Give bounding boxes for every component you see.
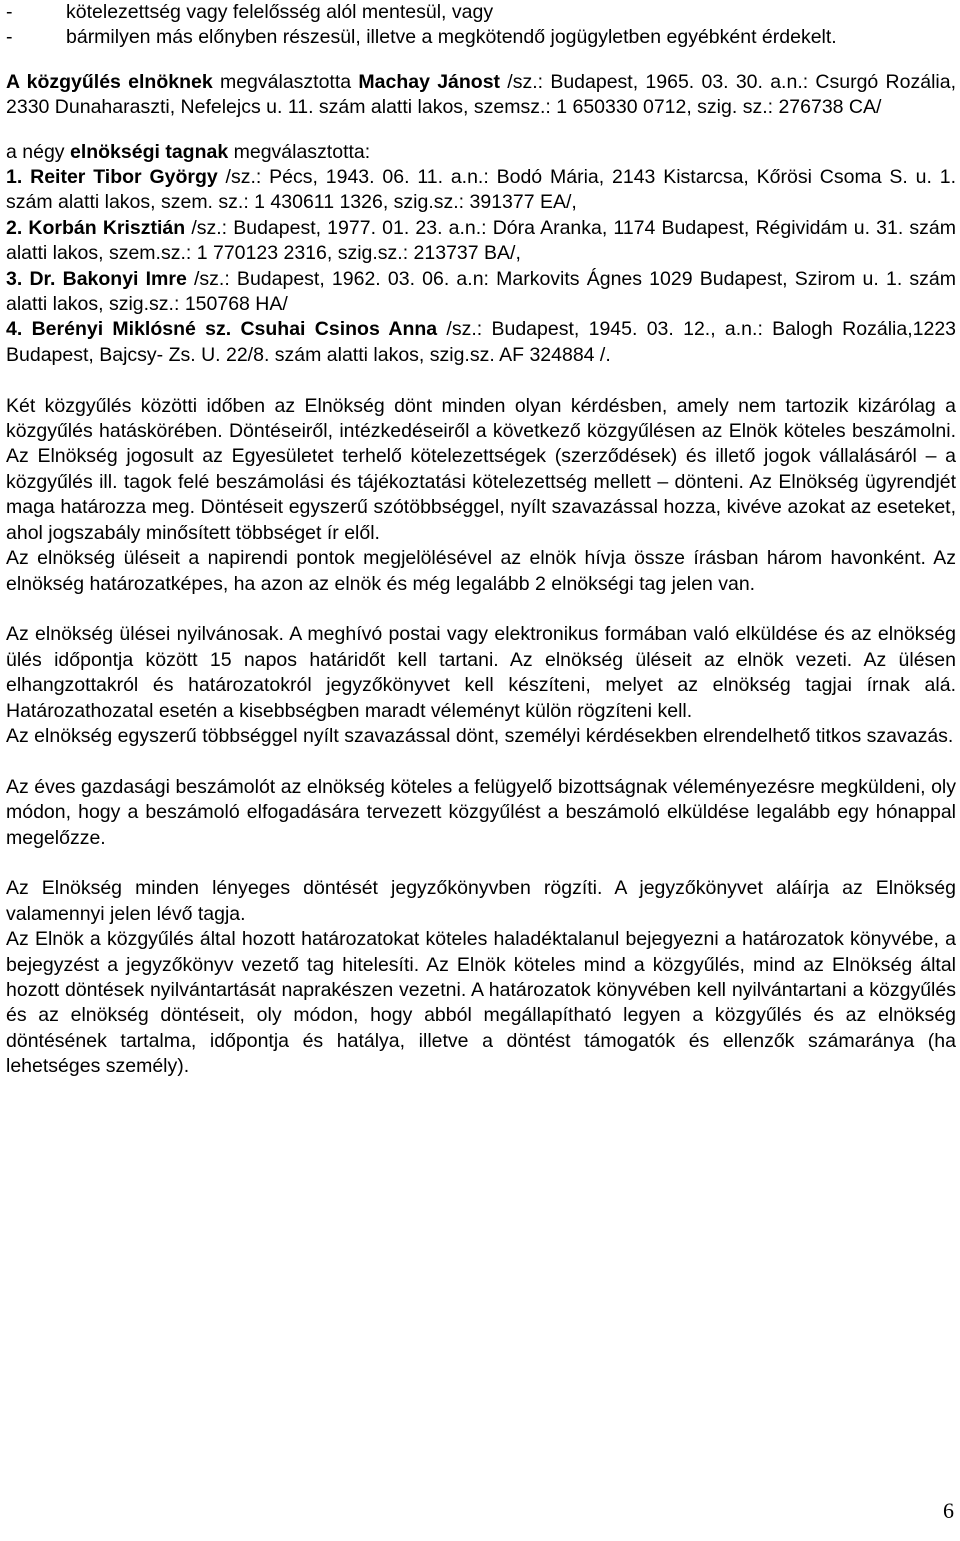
member-number: 1. bbox=[6, 166, 23, 189]
members-intro bbox=[6, 140, 956, 165]
paragraph-jegyzokonyv: Az Elnökség minden lényeges döntését jegyzőkönyvben rögzíti. A jegyzőkönyvet aláírja az Elnökség valamennyi jelen lévő tagja. bbox=[6, 877, 956, 925]
member-name: Reiter Tibor György bbox=[30, 166, 218, 189]
list-item-text: kötelezettség vagy felelősség alól mentesül, vagy bbox=[66, 1, 494, 23]
member-number: 2. bbox=[6, 216, 23, 239]
chair-paragraph bbox=[6, 70, 956, 121]
members-intro-a: a négy bbox=[6, 140, 70, 163]
list-item bbox=[6, 25, 956, 50]
member-number: 4. bbox=[6, 318, 23, 341]
member-details: /sz.: Budapest, 1945. 03. 12., a.n.: Balogh Rozália,1223 Budapest, Bajcsy- Zs. U. 22/8. szám alatti lakos, szig.sz. AF 324884 /. bbox=[6, 318, 957, 366]
member-details: /sz.: Budapest, 1962. 03. 06. a.n: Markovits Ágnes 1029 Budapest, Szirom u. 1. szám alatti lakos, szig.sz.: 150768 HA/ bbox=[6, 267, 956, 316]
member-entry bbox=[6, 216, 956, 267]
member-details: /sz.: Budapest, 1977. 01. 23. a.n.: Dóra Aranka, 1174 Budapest, Régividám u. 31. szám alatti lakos, szem.sz.: 1 770123 2316, szig.sz.: 213737 BA/, bbox=[6, 216, 956, 265]
member-details: /sz.: Pécs, 1943. 06. 11. a.n.: Bodó Mária, 2143 Kistarcsa, Kőrösi Csoma S. u. 1. szám alatti lakos, szem. sz.: 1 430611 1326, szig.sz.: 391377 EA/, bbox=[6, 166, 956, 214]
document-page bbox=[6, 0, 956, 1080]
chair-mid: megválasztotta bbox=[212, 70, 359, 93]
member-entry bbox=[6, 317, 956, 368]
list-dash: - bbox=[6, 26, 13, 49]
list-item-text: bármilyen más előnyben részesül, illetve a megkötendő jogügyletben egyébként érdekelt. bbox=[66, 26, 837, 49]
paragraph-ulesek-osszehivasa: Az elnökség üléseit a napirendi pontok megjelölésével az elnök hívja össze írásban három havonként. Az elnökség határozatképes, ha azon az elnök és még legalább 2 elnökségi tag jelen van. bbox=[6, 547, 956, 595]
paragraph-ulesek-nyilvanossaga: Az elnökség ülései nyilvánosak. A meghívó postai vagy elektronikus formában való elküldése és az elnökség ülés időpontja között 15 napos határidőt kell tartani. Az elnökség üléseit az elnök vezeti. Az ülésen elhangzottakról és határozatokról jegyzőkönyvet kell készíteni, melyet az elnökség tagjai írnak alá. Határozathozatal esetén a kisebbségben maradt véleményt külön rögzíteni kell. bbox=[6, 623, 956, 722]
list-item bbox=[6, 0, 956, 25]
list-dash: - bbox=[6, 1, 13, 23]
chair-details: /sz.: Budapest, 1965. 03. 30. a.n.: Csurgó Rozália, 2330 Dunaharaszti, Nefelejcs u. 11. szám alatti lakos, szemsz.: 1 650330 0712, szig. sz.: 276738 CA/ bbox=[6, 70, 956, 119]
paragraph-elnokseg-dontes: Két közgyűlés közötti időben az Elnökség dönt minden olyan kérdésben, amely nem tartozik kizárólag a közgyűlés hatáskörében. Döntéseiről, intézkedéseiről a következő közgyűlésen az Elnök köteles beszámolni. Az Elnökség jogosult az Egyesületet terhelő kötelezettségek (szerződések) és illető jogok vállalásáról – a közgyűlés ill. tagok felé beszámolási és tájékoztatási kötelezettség mellett – dönteni. Az Elnökség ügyrendjét maga határozza meg. Döntéseit egyszerű szótöbbséggel, nyílt szavazással hozza, kivéve azokat az eseteket, ahol jogszabály minősített többséget ír elől. bbox=[6, 394, 956, 544]
member-name: Korbán Krisztián bbox=[28, 216, 186, 239]
chair-prefix: A közgyűlés elnöknek bbox=[6, 70, 213, 93]
paragraph-hatarozatok-konyve: Az Elnök a közgyűlés által hozott határozatokat köteles haladéktalanul bejegyezni a határozatok könyvébe, a bejegyzést a jegyzőkönyv vezető tag hitelesíti. Az Elnök köteles mind a közgyűlés, mind az Elnökség által hozott döntések nyilvántartását naprakészen vezetni. A határozatok könyvében kell nyilvántartani a közgyűlés és az elnökség döntéseit, oly módon, hogy abból megállapítható legyen a közgyűlés és az elnökség döntésének tartalma, időpontja és hatálya, illetve a döntést támogatók és ellenzők számaránya (ha lehetséges személy). bbox=[6, 928, 956, 1078]
paragraph-gazdasagi-beszamolo: Az éves gazdasági beszámolót az elnökség köteles a felügyelő bizottságnak véleményezésre megküldeni, oly módon, hogy a beszámoló elfogadására tervezett közgyűlést a beszámoló elküldése legalább egy hónappal megelőzze. bbox=[6, 775, 956, 849]
member-name: Berényi Miklósné sz. Csuhai Csinos Anna bbox=[31, 318, 438, 341]
paragraph-szavazas: Az elnökség egyszerű többséggel nyílt szavazással dönt, személyi kérdésekben elrendelhető titkos szavazás. bbox=[6, 724, 954, 747]
members-intro-bold: elnökségi tagnak bbox=[69, 140, 229, 163]
page-number: 6 bbox=[943, 1498, 954, 1523]
member-entry bbox=[6, 267, 956, 318]
members-intro-c: megválasztotta: bbox=[228, 140, 371, 163]
member-name: Dr. Bakonyi Imre bbox=[29, 267, 187, 290]
member-entry bbox=[6, 165, 956, 216]
member-number: 3. bbox=[6, 267, 23, 290]
chair-name: Machay Jánost bbox=[358, 70, 501, 93]
